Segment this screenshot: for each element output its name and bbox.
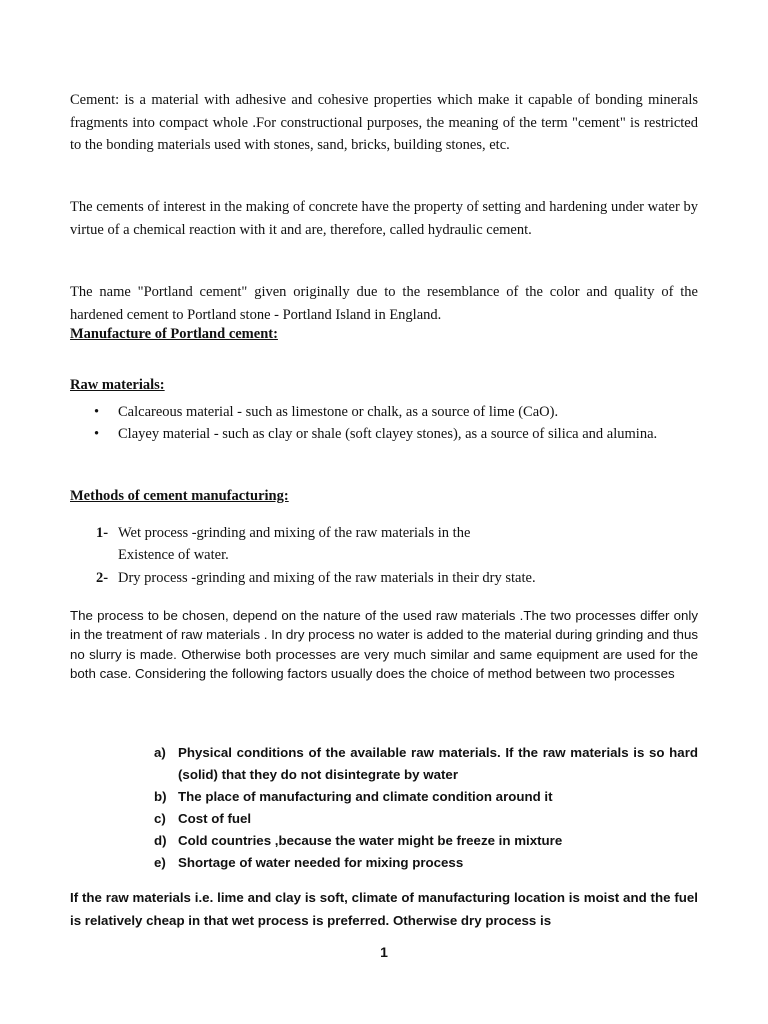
heading-manufacture: Manufacture of Portland cement:: [70, 326, 278, 342]
paragraph-portland-name: The name "Portland cement" given originally due to the resemblance of the color and quality of the hardened cement to Portland stone - Portland Island in England.: [70, 284, 698, 323]
paragraph-wet-process-conclusion: If the raw materials i.e. lime and clay is soft, climate of manufacturing location is moist and the fuel is relatively cheap in that wet process is preferred. Otherwise dry process is: [70, 890, 698, 928]
list-number: 2-: [96, 570, 109, 586]
list-letter: b): [154, 789, 167, 804]
list-item-text: Shortage of water needed for mixing process: [178, 855, 464, 870]
bullet-icon: •: [94, 426, 100, 442]
list-item-text: Cost of fuel: [178, 811, 252, 826]
list-letter: d): [154, 833, 167, 848]
list-item-text: Existence of water.: [118, 547, 229, 563]
heading-raw-materials: Raw materials:: [70, 377, 165, 393]
bullet-icon: •: [94, 404, 100, 420]
paragraph-hydraulic-cement: The cements of interest in the making of concrete have the property of setting and hardening under water by virtue of a chemical reaction with it and are, therefore, called hydraulic cement.: [70, 199, 698, 238]
list-letter: e): [154, 855, 166, 870]
list-item-text: Dry process -grinding and mixing of the raw materials in their dry state.: [118, 570, 536, 586]
page-number: 1: [380, 944, 388, 960]
list-item-text: Wet process -grinding and mixing of the raw materials in the: [118, 525, 471, 541]
list-letter: a): [154, 745, 166, 760]
paragraph-process-choice: The process to be chosen, depend on the nature of the used raw materials .The two processes differ only in the treatment of raw materials . In dry process no water is added to the material during grinding and thus no slurry is made. Otherwise both processes are very much similar and same equipment are used for the both case. Considering the following factors usually does the choice of method between two processes: [70, 608, 698, 681]
list-item-text: Calcareous material - such as limestone or chalk, as a source of lime (CaO).: [118, 404, 559, 420]
list-item-text: The place of manufacturing and climate condition around it: [178, 789, 553, 804]
list-letter: c): [154, 811, 166, 826]
heading-methods: Methods of cement manufacturing:: [70, 488, 289, 504]
list-item-text: Clayey material - such as clay or shale (soft clayey stones), as a source of silica and alumina.: [118, 426, 658, 442]
list-number: 1-: [96, 525, 109, 541]
list-item-text: Cold countries ,because the water might be freeze in mixture: [178, 833, 563, 848]
paragraph-cement-definition: Cement: is a material with adhesive and cohesive properties which make it capable of bonding minerals fragments into compact whole .For constructional purposes, the meaning of the term "cement" is restricted to the bonding materials used with stones, sand, bricks, building stones, etc.: [70, 92, 698, 153]
list-item-text: Physical conditions of the available raw materials. If the raw materials is so hard (solid) that they do not disintegrate by water: [178, 745, 698, 782]
